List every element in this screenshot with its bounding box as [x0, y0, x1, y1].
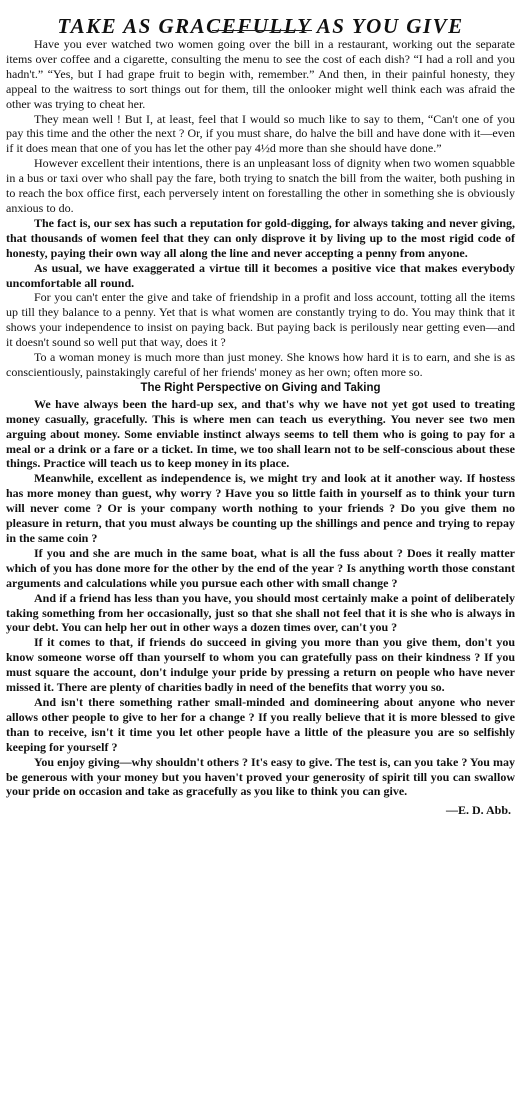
- article-paragraph: If it comes to that, if friends do succeed in giving you more than you give them, don't you know someone worse off than yourself to whom you can gratefully pass on their kindness ? If you must square the account, don't indulge your pride by pressing a return on people who have never missed it. There are plenty of charities badly in need of the benefits that worry you so.: [6, 635, 515, 695]
- article-paragraph: And if a friend has less than you have, you should most certainly make a point of deliberately taking something from her occasionally, just so that she shall not feel that it is she who is always in your debt. You can help her out in other ways a dozen times over, can't you ?: [6, 590, 515, 635]
- article-paragraph: Have you ever watched two women going over the bill in a restaurant, working out the separate items over coffee and a cigarette, consulting the menu to see the cost of each dish? “I had a roll and you hadn't.” “Yes, but I had grape fruit to begin with, remember.” And then, in their painful honesty, they appeal to the waitress to sort things out for them, till the onlooker might well think each was afraid the other was trying to cheat her.: [6, 37, 515, 111]
- title-divider: [212, 30, 312, 31]
- article-body: [6, 37, 515, 818]
- article-paragraph: For you can't enter the give and take of friendship in a profit and loss account, totting all the items up till they balance to a penny. Yet that is what women are constantly trying to do. You may think that it shows your independence to insist on paying back. But paying back is perilously near getting even—and it doesn't sound so well put that way, does it ?: [6, 290, 515, 350]
- article-title: TAKE AS GRACEFULLY AS YOU GIVE: [57, 14, 464, 39]
- article-paragraph: Meanwhile, excellent as independence is, we might try and look at it another way. If hostess has more money than guest, why worry ? Have you so little faith in yourself as to think your turn will never come ? Or is your company worth nothing to your friends ? Do you give them no pleasure in return, that you must always be counting up the shillings and pence and trying to repay in the same coin ?: [6, 471, 515, 545]
- article-paragraph: We have always been the hard-up sex, and that's why we have not yet got used to treating money casually, gracefully. This is where men can teach us everything. You never see two men arguing about money. Some enviable instinct always seems to tell them who is going to pay for a meal or a drink or a fare or a ticket. In time, we too shall learn not to be self-conscious about these things. Practice will teach us to keep money in its place.: [6, 396, 515, 471]
- author-signature: —E. D. Abb.: [445, 803, 511, 818]
- article-paragraph: To a woman money is much more than just money. She knows how hard it is to earn, and she is as conscientiously, painstakingly careful of her friends' money as her own; often more so.: [6, 350, 515, 379]
- article-paragraph: You enjoy giving—why shouldn't others ? It's easy to give. The test is, can you take ? You may be generous with your money but you haven't proved your generosity of spirit till you can swallow your pride on occasion and take as gracefully as you like to think you can give.: [6, 754, 515, 799]
- article-paragraph: As usual, we have exaggerated a virtue till it becomes a positive vice that makes everybody uncomfortable all round.: [6, 260, 515, 290]
- article-paragraph: They mean well ! But I, at least, feel that I would so much like to say to them, “Can't one of you pay this time and the other the next ? Or, if you must share, do halve the bill and have done with it—even if it does mean that one of you has let the other pay 4½d more than she should have done.”: [6, 111, 515, 156]
- article-paragraph: If you and she are much in the same boat, what is all the fuss about ? Does it really matter which of you has done more for the other by the end of the year ? Is anything worth those constant arguments and calculations while you pursue each other with small change ?: [6, 545, 515, 590]
- article-paragraph: And isn't there something rather small-minded and domineering about anyone who never allows other people to give to her for a change ? If you really believe that it is more blessed to give than to receive, isn't it time you let other people have a little of the pleasure you are so selfishly keeping for yourself ?: [6, 694, 515, 754]
- article-subheading: The Right Perspective on Giving and Taking: [140, 381, 381, 394]
- article-paragraph: However excellent their intentions, there is an unpleasant loss of dignity when two women squabble in a bus or taxi over who shall pay the fare, both trying to snatch the bill from the waiter, both pushing in to reach the box office first, each perversely intent on forestalling the other in something she is obviously anxious to do.: [6, 156, 515, 215]
- article-paragraph: The fact is, our sex has such a reputation for gold-digging, for always taking and never giving, that thousands of women feel that they can only disprove it by living up to the most rigid code of honesty, paying their own way all along the line and never accepting a penny from anyone.: [6, 215, 515, 260]
